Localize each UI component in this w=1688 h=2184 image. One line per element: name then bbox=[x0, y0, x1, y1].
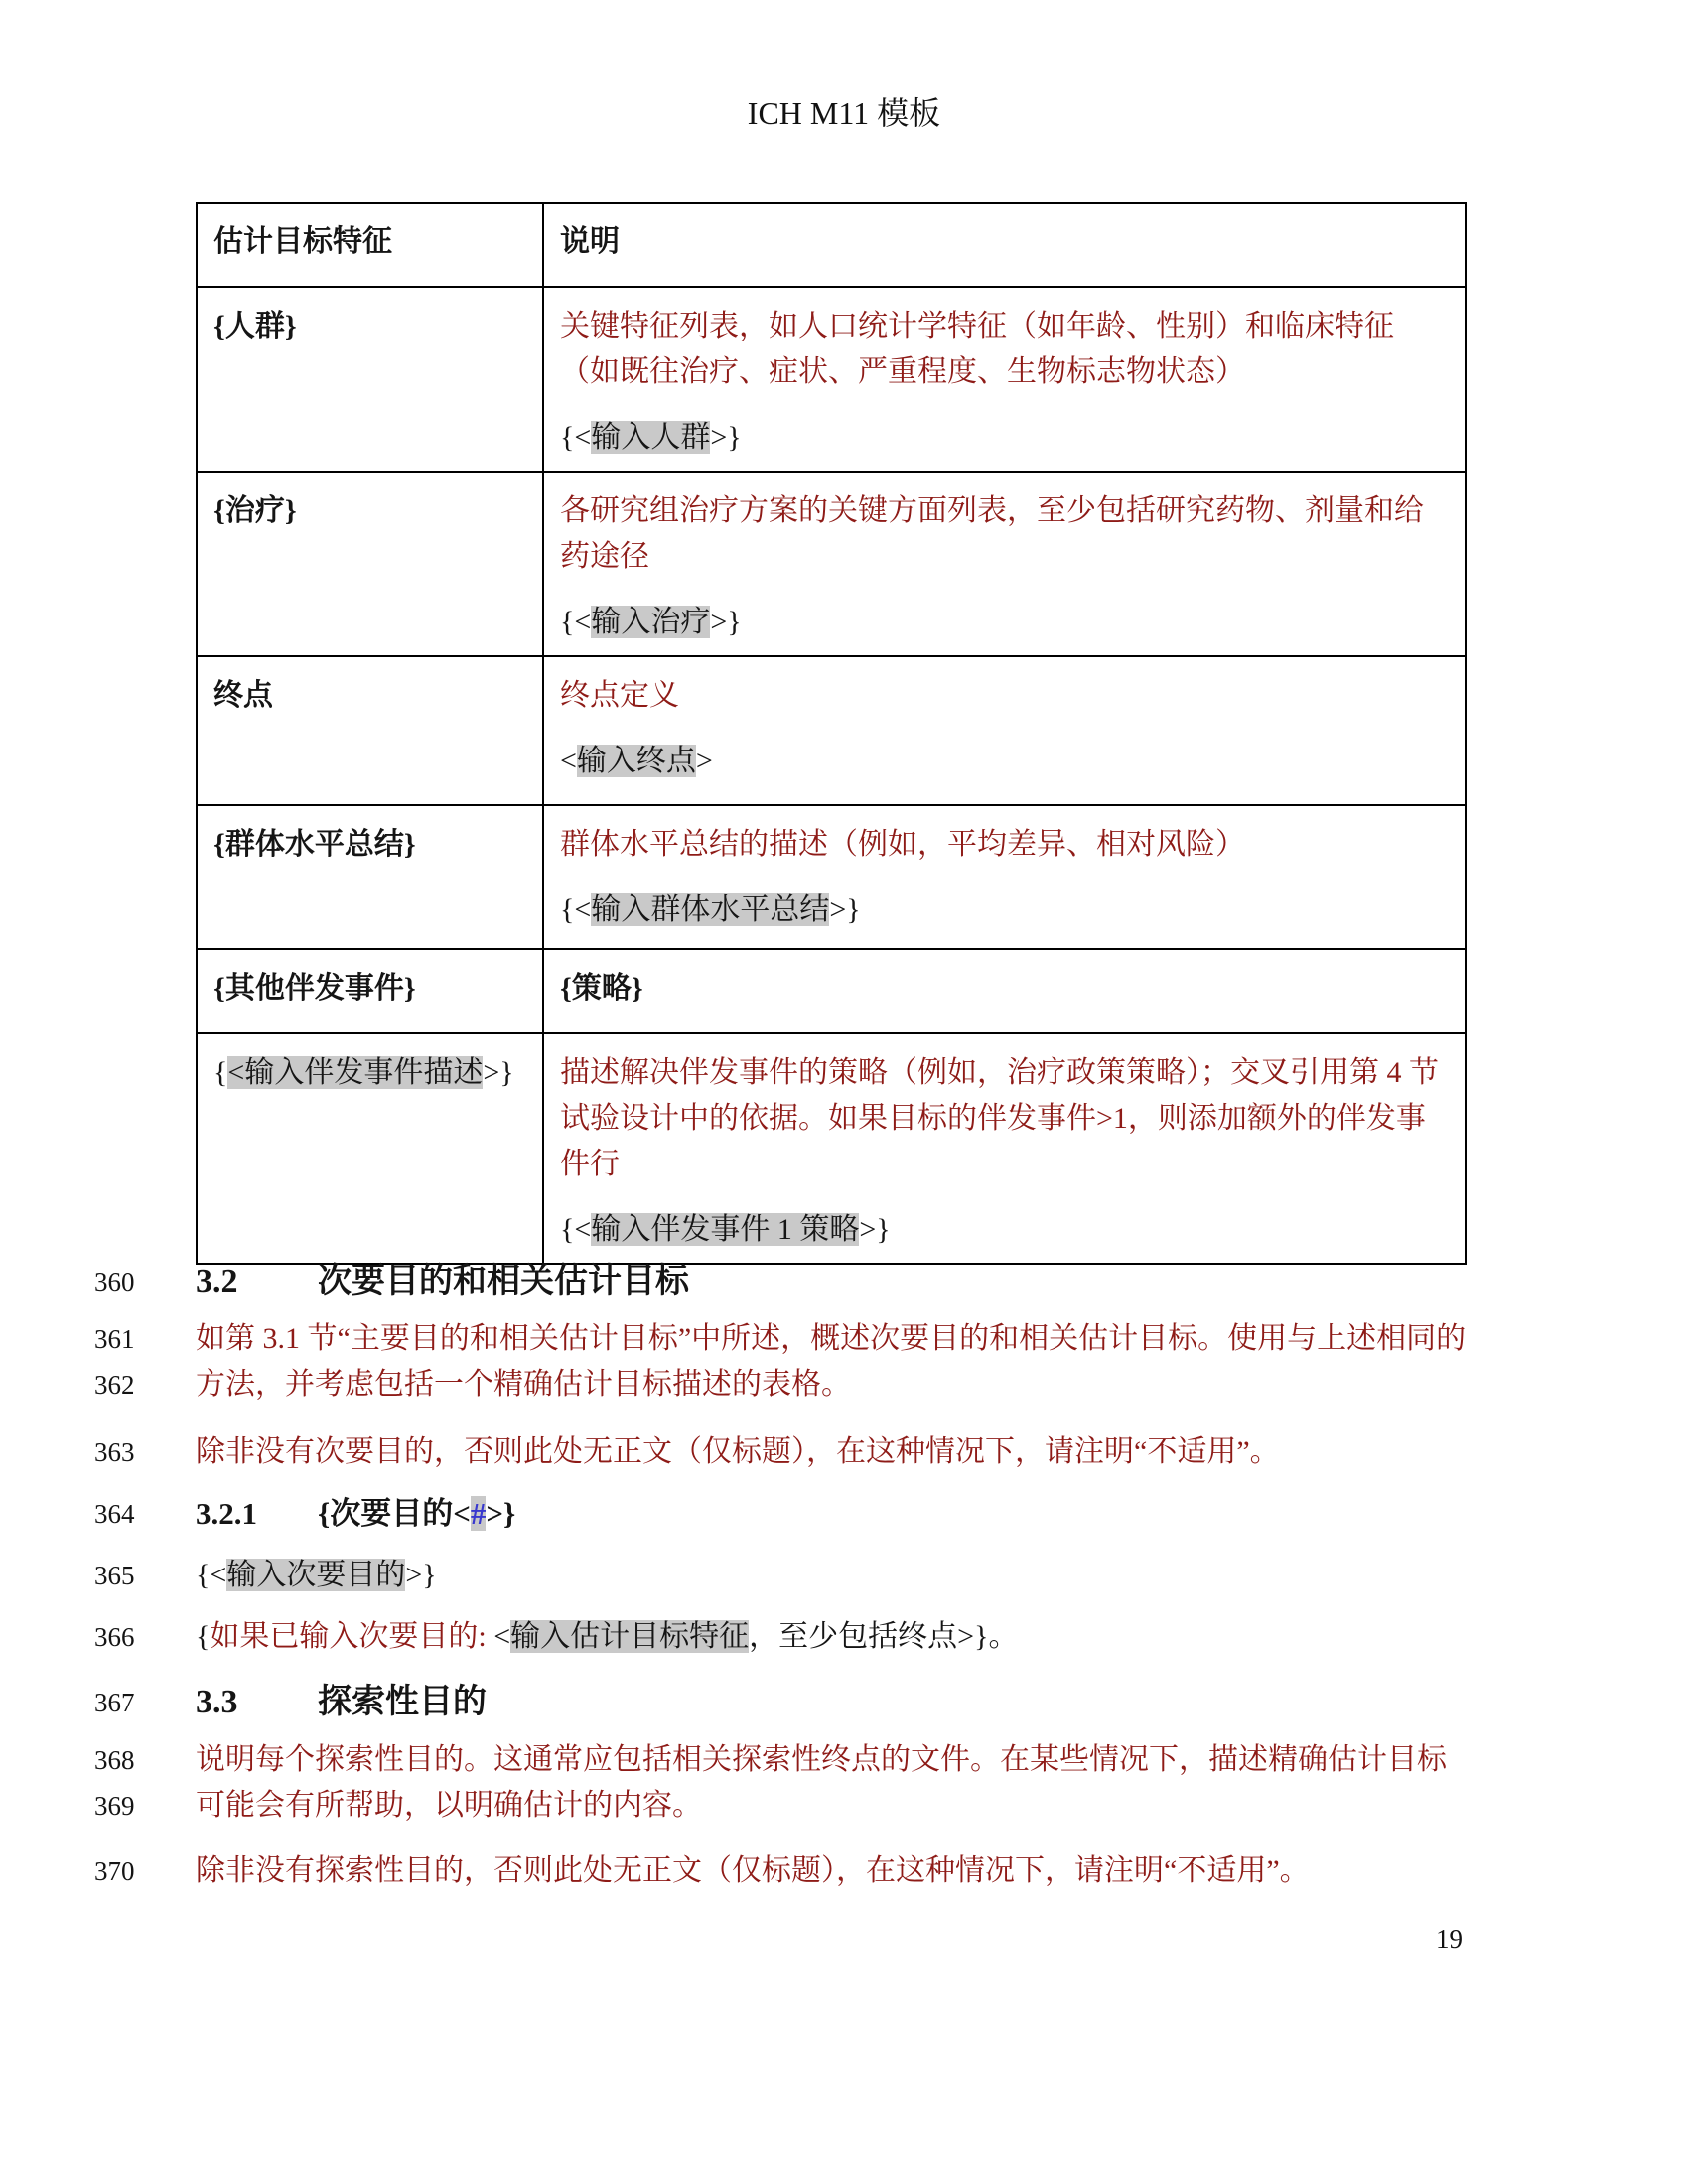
cell-description bbox=[543, 1033, 1466, 1264]
text-run: {< bbox=[560, 1213, 592, 1246]
paragraph bbox=[213, 822, 526, 868]
text-run: < bbox=[560, 745, 577, 777]
paragraph-370 bbox=[94, 1848, 1470, 1894]
paragraph-text bbox=[196, 1854, 1310, 1887]
paragraph bbox=[560, 739, 1449, 784]
text-run: 输入伴发事件 1 策略 bbox=[591, 1213, 860, 1246]
line-number: 370 bbox=[94, 1856, 135, 1886]
table-row-population bbox=[197, 287, 1466, 472]
column-header-description: 说明 bbox=[543, 203, 1466, 287]
text-run: 如果已输入次要目的: bbox=[210, 1620, 494, 1653]
paragraph-text bbox=[196, 1435, 1280, 1468]
estimand-table bbox=[196, 202, 1467, 1265]
text-run: {< bbox=[560, 606, 592, 638]
text-run: < bbox=[493, 1620, 511, 1653]
table-row-treatment bbox=[197, 472, 1466, 656]
text-run: >} bbox=[710, 421, 742, 454]
paragraph-text bbox=[196, 1743, 1447, 1822]
text-run: 次要目的和相关估计目标 bbox=[318, 1263, 689, 1299]
text-run: 3.1 bbox=[262, 1322, 300, 1355]
paragraph bbox=[560, 887, 1449, 933]
text-run: 输入群体水平总结 bbox=[591, 893, 830, 926]
text-run: >} bbox=[829, 893, 861, 926]
paragraph bbox=[213, 488, 526, 534]
cell-feature bbox=[197, 656, 543, 805]
text-run: > bbox=[695, 745, 713, 777]
cell-feature bbox=[197, 805, 543, 949]
text-run: { bbox=[196, 1620, 211, 1653]
cell-description bbox=[543, 472, 1466, 656]
text-run: 终点定义 bbox=[560, 679, 679, 712]
paragraph-368 bbox=[94, 1737, 1470, 1829]
page-number: 19 bbox=[1436, 1924, 1463, 1954]
text-run: 群体水平总结的描述（例如，平均差异、相对风险） bbox=[560, 828, 1245, 861]
text-run: {治疗} bbox=[213, 494, 297, 527]
text-run: 输入估计目标特征 bbox=[510, 1620, 750, 1653]
text-run: {人群} bbox=[213, 310, 297, 342]
table-row-intercurrent-event-strategy bbox=[197, 1033, 1466, 1264]
paragraph-text bbox=[196, 1559, 437, 1591]
paragraph bbox=[560, 415, 1449, 461]
line-number: 366 bbox=[94, 1622, 135, 1652]
text-run: 输入终点 bbox=[576, 745, 696, 777]
line-number: 365 bbox=[94, 1561, 135, 1590]
cell-description bbox=[543, 656, 1466, 805]
text-run: {其他伴发事件} bbox=[213, 972, 416, 1005]
paragraph bbox=[560, 1050, 1449, 1187]
line-number: 368 bbox=[94, 1745, 135, 1775]
text-run: {群体水平总结} bbox=[213, 828, 416, 861]
text-run: 1 bbox=[1112, 1102, 1128, 1135]
document-title: ICH M11 模板 bbox=[747, 95, 941, 131]
heading-text bbox=[196, 1263, 689, 1299]
line-number: 363 bbox=[94, 1437, 135, 1467]
cell-description bbox=[543, 949, 1466, 1033]
text-run: 输入治疗 bbox=[591, 606, 711, 638]
paragraph-text bbox=[196, 1322, 1466, 1401]
paragraph bbox=[560, 1207, 1449, 1253]
paragraph bbox=[560, 822, 1449, 868]
paragraph-361 bbox=[94, 1316, 1470, 1408]
paragraph bbox=[213, 966, 526, 1012]
table-row-population-summary bbox=[197, 805, 1466, 949]
text-run: >} bbox=[486, 1496, 516, 1531]
text-run: ，则添加额外的伴发事件行 bbox=[560, 1102, 1426, 1180]
section-heading-3-3 bbox=[94, 1680, 1470, 1725]
text-run: 3.2.1 bbox=[196, 1496, 257, 1531]
cell-feature bbox=[197, 1033, 543, 1264]
text-run: 终点 bbox=[213, 679, 273, 712]
section-heading-3-2-1 bbox=[94, 1491, 1470, 1537]
line-number: 361 bbox=[94, 1324, 135, 1354]
paragraph bbox=[213, 1050, 526, 1096]
table-header-row bbox=[197, 203, 1466, 287]
text-run: >} bbox=[859, 1213, 891, 1246]
line-number: 364 bbox=[94, 1499, 135, 1529]
paragraph bbox=[560, 600, 1449, 645]
cell-description bbox=[543, 287, 1466, 472]
text-run: 4 bbox=[1386, 1056, 1402, 1089]
text-run: 说明每个探索性目的。这通常应包括相关探索性终点的文件。在某些情况下，描述精确估计目标可能会有所帮助，以明确估计的内容。 bbox=[196, 1743, 1447, 1822]
paragraph bbox=[560, 673, 1449, 719]
text-run: 节试验设计中的依据。如果目标的伴发事件> bbox=[560, 1056, 1439, 1135]
line-number: 369 bbox=[94, 1791, 135, 1821]
cell-feature bbox=[197, 472, 543, 656]
text-run: >} bbox=[405, 1559, 437, 1591]
text-run: {次要目的< bbox=[318, 1496, 471, 1531]
cell-feature bbox=[197, 949, 543, 1033]
text-run: 除非没有次要目的，否则此处无正文（仅标题），在这种情况下，请注明“不适用”。 bbox=[196, 1435, 1280, 1468]
cell-description bbox=[543, 805, 1466, 949]
text-run: 输入人群 bbox=[591, 421, 711, 454]
text-run: 节“主要目的和相关估计目标”中所述，概述次要目的和相关估计目标。使用与上述相同的方法，并考虑包括一个精确估计目标描述的表格。 bbox=[196, 1322, 1467, 1401]
text-run: 3.3 bbox=[196, 1684, 238, 1720]
paragraph bbox=[213, 304, 526, 349]
text-run: {策略} bbox=[560, 972, 643, 1005]
text-run: { bbox=[213, 1056, 228, 1089]
text-run: 描述解决伴发事件的策略（例如，治疗政策策略）；交叉引用第 bbox=[560, 1056, 1387, 1089]
cell-feature bbox=[197, 287, 543, 472]
paragraph-text bbox=[196, 1620, 1019, 1653]
text-run: <输入伴发事件描述 bbox=[227, 1056, 484, 1089]
paragraph bbox=[560, 966, 1449, 1012]
text-run: ，至少包括终点>}。 bbox=[749, 1620, 1019, 1653]
body-sections bbox=[94, 1259, 1470, 1894]
text-run: 如第 bbox=[196, 1322, 263, 1355]
table-row-other-intercurrent-events bbox=[197, 949, 1466, 1033]
text-run: 3.2 bbox=[196, 1263, 238, 1299]
paragraph-363 bbox=[94, 1430, 1470, 1475]
text-run: >} bbox=[483, 1056, 514, 1089]
text-run: {< bbox=[560, 893, 592, 926]
paragraph-365 bbox=[94, 1553, 1470, 1598]
line-number: 362 bbox=[94, 1370, 135, 1400]
text-run: >} bbox=[710, 606, 742, 638]
text-run: 关键特征列表，如人口统计学特征（如年龄、性别）和临床特征（如既往治疗、症状、严重程度、生物标志物状态） bbox=[560, 310, 1394, 388]
text-run: 除非没有探索性目的，否则此处无正文（仅标题），在这种情况下，请注明“不适用”。 bbox=[196, 1854, 1310, 1887]
heading-text bbox=[196, 1684, 487, 1720]
text-run: 探索性目的 bbox=[318, 1684, 487, 1720]
line-number: 360 bbox=[94, 1267, 135, 1297]
paragraph bbox=[560, 304, 1449, 395]
line-number: 367 bbox=[94, 1688, 135, 1717]
text-run: # bbox=[470, 1496, 487, 1531]
paragraph bbox=[560, 488, 1449, 580]
heading-text bbox=[196, 1496, 515, 1531]
column-header-feature: 估计目标特征 bbox=[197, 203, 543, 287]
text-run: {< bbox=[560, 421, 592, 454]
section-heading-3-2 bbox=[94, 1259, 1470, 1304]
text-run: 各研究组治疗方案的关键方面列表，至少包括研究药物、剂量和给药途径 bbox=[560, 494, 1424, 573]
table-row-endpoint bbox=[197, 656, 1466, 805]
text-run: 输入次要目的 bbox=[226, 1559, 406, 1591]
text-run: {< bbox=[196, 1559, 227, 1591]
paragraph-366 bbox=[94, 1614, 1470, 1660]
paragraph bbox=[213, 673, 526, 719]
